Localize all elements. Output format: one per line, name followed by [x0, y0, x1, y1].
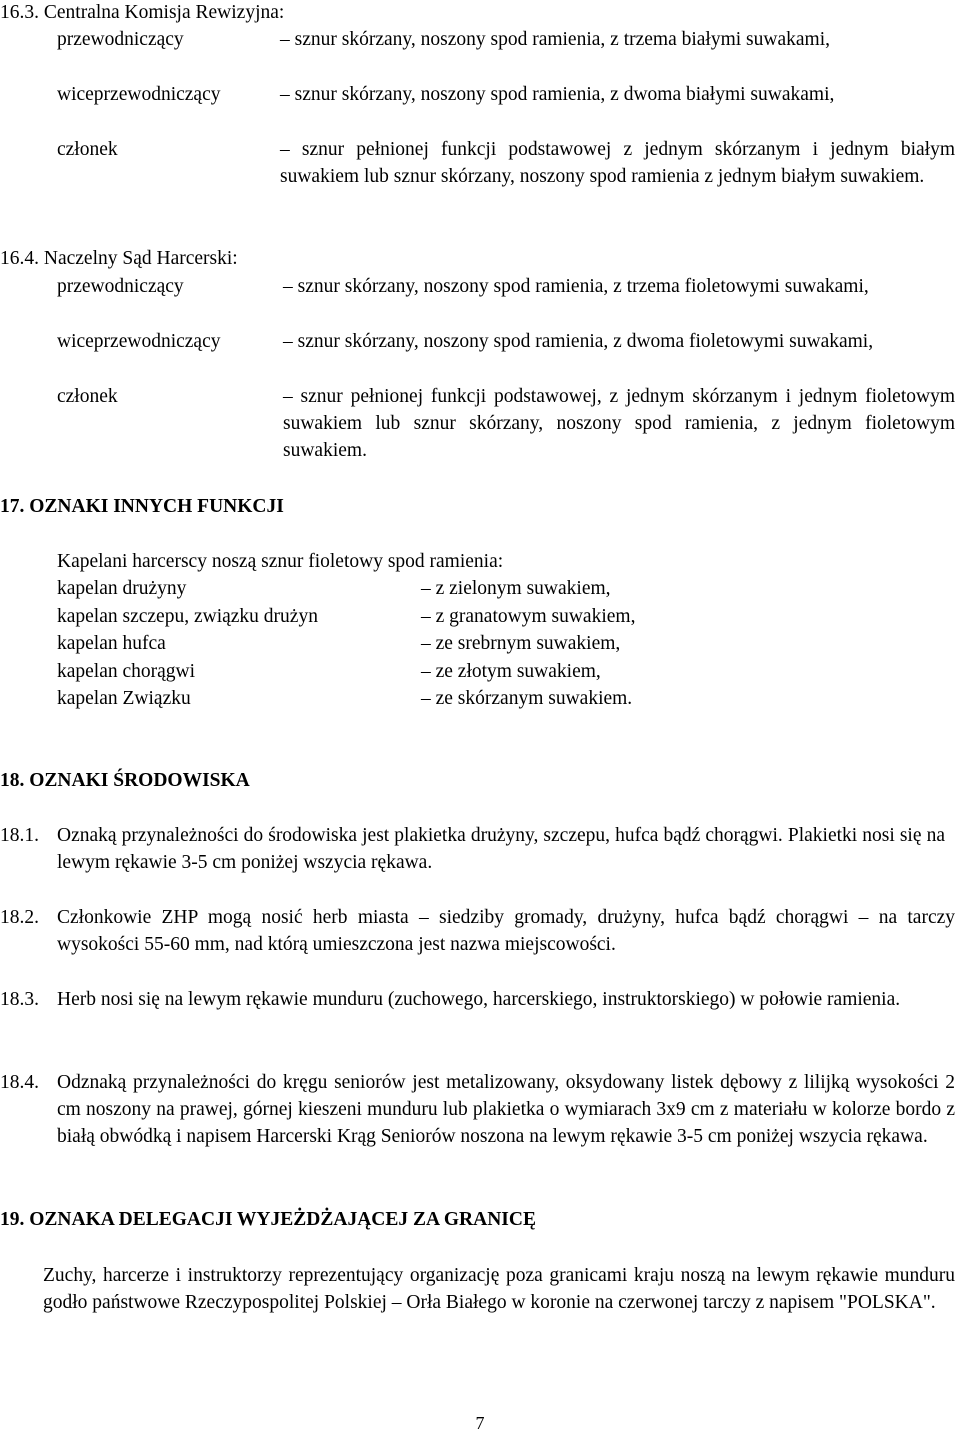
section-17-intro: Kapelani harcerscy noszą sznur fioletowy spod ramienia: [57, 551, 504, 572]
page-number: 7 [475, 1413, 485, 1433]
item-number: 18.4. [0, 1072, 39, 1093]
role-description: – sznur pełnionej funkcji podstawowej z jednym skórzanym i jednym białym suwakiem lub sznur skórzany, noszony spod ramienia z jednym białym suwakiem. [280, 139, 955, 187]
section-19-heading: 19. OZNAKA DELEGACJI WYJEŻDŻAJĄCEJ ZA GRANICĘ [0, 1209, 536, 1230]
chaplain-badge: – ze złotym suwakiem, [421, 661, 601, 682]
item-text: Herb nosi się na lewym rękawie munduru (zuchowego, harcerskiego, instruktorskiego) w połowie ramienia. [57, 989, 901, 1010]
chaplain-badge: – z granatowym suwakiem, [421, 606, 636, 627]
role-label: członek [57, 386, 118, 407]
item-number: 18.2. [0, 907, 39, 928]
item-text: Odznaką przynależności do kręgu seniorów jest metalizowany, oksydowany listek dębowy z lilijką wysokości 2 cm noszony na prawej, górnej kieszeni munduru lub plakietka o wymiarach 3x9 cm z materiału w kolorze bordo z białą obwódką i napisem Harcerski Krąg Seniorów noszona na lewym rękawie 3-5 cm poniżej wszycia rękawa. [57, 1072, 955, 1147]
section-18-heading: 18. OZNAKI ŚRODOWISKA [0, 770, 250, 791]
section-16-3-heading: 16.3. Centralna Komisja Rewizyjna: [0, 2, 285, 23]
chaplain-role: kapelan hufca [57, 633, 166, 654]
role-description: – sznur skórzany, noszony spod ramienia, z dwoma fioletowymi suwakami, [283, 331, 874, 352]
role-label: przewodniczący [57, 276, 184, 297]
chaplain-badge: – ze srebrnym suwakiem, [421, 633, 621, 654]
chaplain-role: kapelan Związku [57, 688, 191, 709]
item-text: Oznaką przynależności do środowiska jest plakietka drużyny, szczepu, hufca bądź chorągwi. Plakietki nosi się na lewym rękawie 3-5 cm poniżej wszycia rękawa. [57, 825, 945, 873]
chaplain-badge: – ze skórzanym suwakiem. [421, 688, 633, 709]
role-description: – sznur pełnionej funkcji podstawowej, z jednym skórzanym i jednym fioletowym suwakiem lub sznur skórzany, noszony spod ramienia, z jednym fioletowym suwakiem. [283, 386, 955, 461]
chaplain-role: kapelan chorągwi [57, 661, 196, 682]
section-19-text: Zuchy, harcerze i instruktorzy reprezentujący organizację poza granicami kraju noszą na lewym rękawie munduru godło państwowe Rzeczypospolitej Polskiej – Orła Białego w koronie na czerwonej tarczy z napisem "POLSKA". [43, 1265, 955, 1313]
chaplain-role: kapelan szczepu, związku drużyn [57, 606, 318, 627]
chaplain-role: kapelan drużyny [57, 578, 187, 599]
item-number: 18.1. [0, 825, 39, 846]
chaplain-badge: – z zielonym suwakiem, [421, 578, 611, 599]
role-description: – sznur skórzany, noszony spod ramienia, z dwoma białymi suwakami, [280, 84, 835, 105]
item-text: Członkowie ZHP mogą nosić herb miasta – siedziby gromady, drużyny, hufca bądź chorągwi – na tarczy wysokości 55-60 mm, nad którą umieszczona jest nazwa miejscowości. [57, 907, 955, 955]
item-number: 18.3. [0, 989, 39, 1010]
section-16-4-heading: 16.4. Naczelny Sąd Harcerski: [0, 248, 238, 269]
role-description: – sznur skórzany, noszony spod ramienia, z trzema białymi suwakami, [280, 29, 830, 50]
role-label: członek [57, 139, 118, 160]
role-description: – sznur skórzany, noszony spod ramienia, z trzema fioletowymi suwakami, [283, 276, 869, 297]
role-label: przewodniczący [57, 29, 184, 50]
role-label: wiceprzewodniczący [57, 331, 221, 352]
role-label: wiceprzewodniczący [57, 84, 221, 105]
section-17-heading: 17. OZNAKI INNYCH FUNKCJI [0, 496, 284, 517]
